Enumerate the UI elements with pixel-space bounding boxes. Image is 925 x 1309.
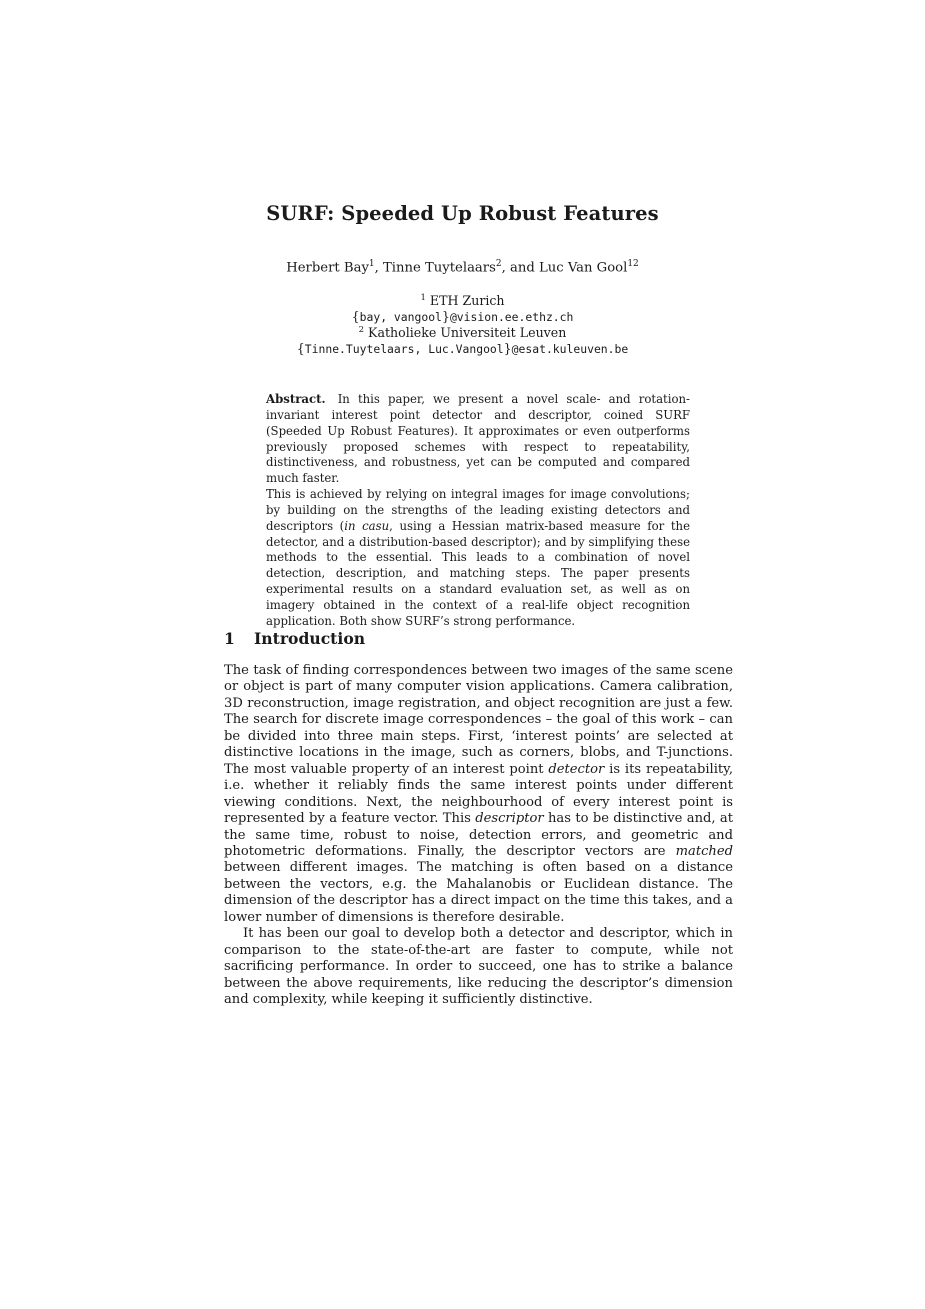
email-brace-open: { bbox=[296, 341, 305, 357]
author-affil-mark: 12 bbox=[627, 259, 639, 269]
body-text: is its repeatability, i.e. whether it reliably finds the same interest points under different viewing conditions. Next, the neighbourhood of every interest point is represented by a feature vector. This bbox=[224, 761, 733, 827]
section-number: 1 bbox=[224, 629, 235, 648]
body-emphasis: descriptor bbox=[475, 811, 544, 827]
email-brace-close: } bbox=[503, 341, 512, 357]
section-title: Introduction bbox=[254, 629, 366, 648]
author-name: Luc Van Gool bbox=[538, 260, 628, 276]
abstract-text: This is achieved by relying on integral images for image convolutions; by building on the strengths of the leading existing detectors and descriptors ( bbox=[266, 487, 690, 533]
affiliation-1 bbox=[0, 290, 925, 325]
abstract-text: , using a Hessian matrix-based measure for the detector, and a distribution-based descriptor); and by simplifying these methods to the essential. This leads to a combination of novel detection, description, and matching steps. The paper presents experimental results on a standard evaluation set, as well as on imagery obtained in the context of a real-life object recognition application. Both show SURF’s strong performance. bbox=[266, 518, 690, 628]
body-text: has to be distinctive and, at the same time, robust to noise, detection errors, and geometric and photometric deformations. Finally, the descriptor vectors are bbox=[224, 811, 733, 859]
email-domain: @esat.kuleuven.be bbox=[511, 342, 629, 357]
intro-paragraph-1 bbox=[224, 663, 733, 926]
abstract-paragraph-2 bbox=[266, 487, 690, 630]
email-names: Tinne.Tuytelaars, Luc.Vangool bbox=[304, 342, 504, 357]
body-text: The task of finding correspondences between two images of the same scene or object is part of many computer vision applications. Camera calibration, 3D reconstruction, image registration, and object recognition are just a few. The search for discrete image correspondences – the goal of this work – can be divided into three main steps. First, ‘interest points’ are selected at distinctive locations in the image, such as corners, blobs, and T-junctions. The most valuable property of an interest point bbox=[224, 663, 733, 777]
abstract-label: Abstract. bbox=[266, 392, 326, 406]
abstract bbox=[266, 392, 690, 630]
email-names: bay, vangool bbox=[359, 310, 442, 325]
body-emphasis: detector bbox=[548, 761, 605, 777]
author-name: Herbert Bay bbox=[286, 260, 369, 276]
author-name: Tinne Tuytelaars bbox=[383, 260, 496, 276]
introduction-body bbox=[224, 663, 733, 1009]
abstract-text: In this paper, we present a novel scale- and rotation-invariant interest point detector and descriptor, coined SURF (Speeded Up Robust Features). It approximates or even outperforms previously proposed schemes with respect to repeatability, distinctiveness, and robustness, yet can be computed and compared much faster. bbox=[266, 392, 690, 486]
author-affil-mark: 1 bbox=[368, 259, 375, 269]
paper-title: SURF: Speeded Up Robust Features bbox=[266, 202, 659, 225]
author-separator: , bbox=[374, 260, 384, 276]
affil-institution: Katholieke Universiteit Leuven bbox=[368, 325, 567, 341]
affiliation-2 bbox=[0, 322, 925, 357]
email-brace-close: } bbox=[441, 309, 450, 325]
abstract-paragraph-1 bbox=[266, 392, 690, 487]
author-affil-mark: 2 bbox=[495, 259, 502, 269]
body-text: between different images. The matching is often based on a distance between the vectors, e.g. the Mahalanobis or Euclidean distance. The dimension of the descriptor has a direct impact on the time this takes, and a lower number of dimensions is therefore desirable. bbox=[224, 860, 733, 925]
author-line bbox=[0, 259, 925, 275]
section-heading bbox=[224, 629, 365, 648]
body-emphasis: matched bbox=[675, 843, 733, 859]
author-separator: , and bbox=[501, 260, 539, 276]
abstract-emphasis: in casu bbox=[344, 518, 390, 533]
affil-number: 2 bbox=[358, 325, 365, 335]
affil-institution: ETH Zurich bbox=[429, 293, 505, 309]
email-brace-open: { bbox=[351, 309, 360, 325]
email-domain: @vision.ee.ethz.ch bbox=[449, 310, 574, 325]
intro-paragraph-2: It has been our goal to develop both a detector and descriptor, which in comparison to the state-of-the-art are faster to compute, while not sacrificing performance. In order to succeed, one has to strike a balance between the above requirements, like reducing the descriptor’s dimension and complexity, while keeping it sufficiently distinctive. bbox=[224, 926, 733, 1008]
affil-number: 1 bbox=[420, 293, 426, 303]
